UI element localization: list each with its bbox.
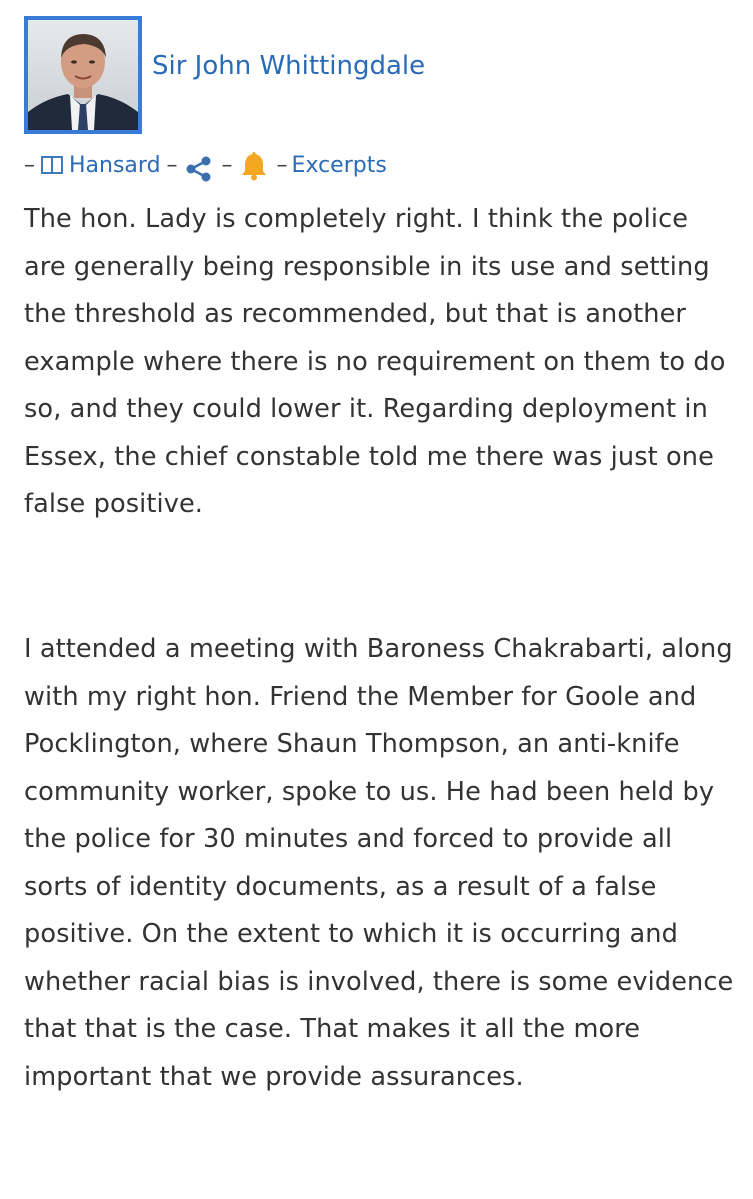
hansard-link[interactable]: Hansard bbox=[69, 152, 161, 178]
speaker-header bbox=[24, 16, 425, 134]
excerpts-link[interactable]: Excerpts bbox=[291, 152, 387, 178]
speech-meta-row bbox=[24, 148, 387, 182]
separator: – bbox=[166, 152, 178, 178]
speaker-name[interactable]: Sir John Whittingdale bbox=[152, 51, 426, 81]
avatar[interactable] bbox=[24, 16, 142, 134]
speech-paragraph: The hon. Lady is completely right. I think the police are generally being responsible in its use and setting the threshold as recommended, but that is another example where there is no requirement on them to do so, and they could lower it. Regarding deployment in Essex, the chief constable told me there was just one false positive. bbox=[24, 204, 726, 519]
bell-icon[interactable] bbox=[239, 149, 269, 181]
separator: – bbox=[24, 152, 35, 178]
member-portrait-icon bbox=[28, 20, 138, 130]
book-icon[interactable] bbox=[41, 156, 63, 174]
share-icon[interactable] bbox=[184, 153, 214, 183]
separator: – bbox=[221, 152, 233, 178]
separator: – bbox=[276, 152, 288, 178]
speech-paragraph: I attended a meeting with Baroness Chakrabarti, along with my right hon. Friend the Member for Goole and Pocklington, where Shaun Thompson, an anti-knife community worker, spoke to us. He had been held by the police for 30 minutes and forced to provide all sorts of identity documents, as a result of a false positive. On the extent to which it is occurring and whether racial bias is involved, there is some evidence that that is the case. That makes it all the more important that we provide assurances. bbox=[24, 634, 734, 1092]
